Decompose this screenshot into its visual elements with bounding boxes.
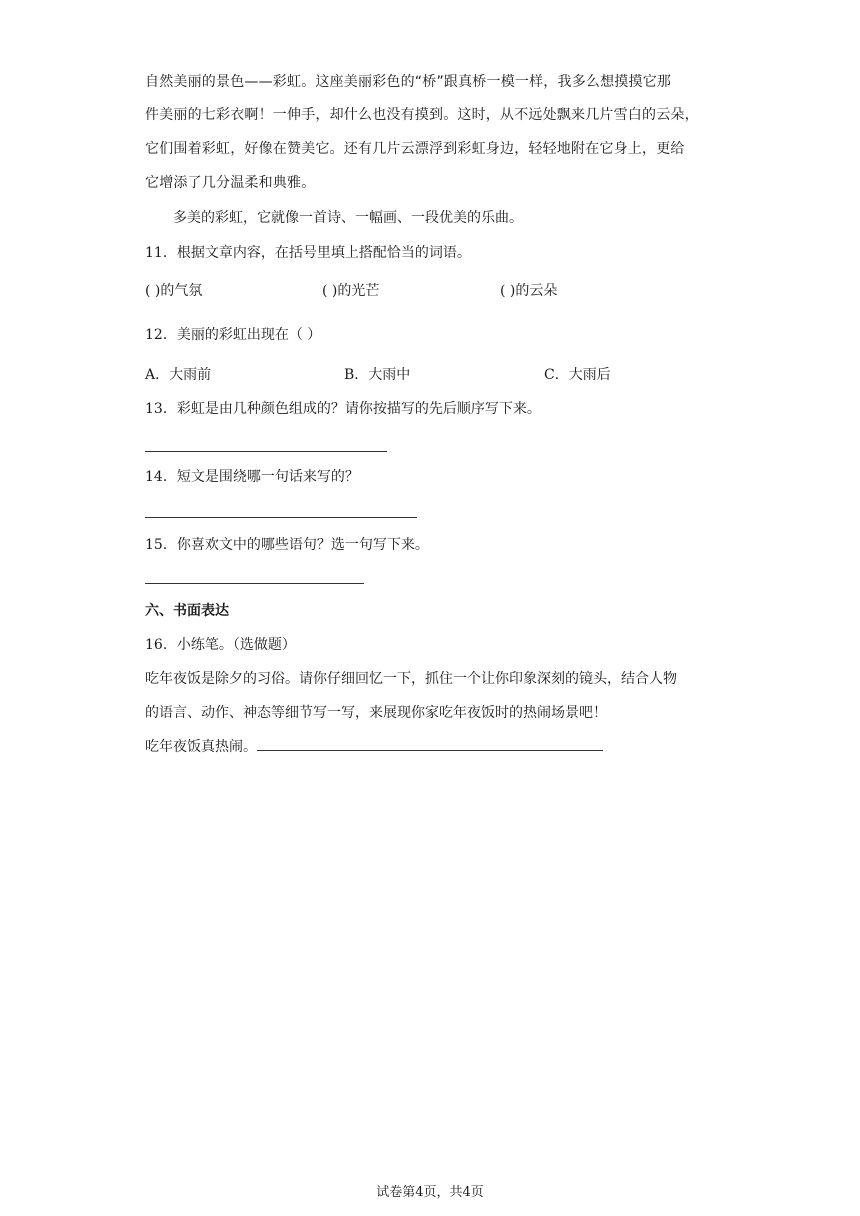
q12-option-b[interactable]: B．大雨中 [344, 367, 411, 383]
section-6-title: 六、书面表达 [145, 603, 229, 619]
q13-answer-line[interactable] [145, 451, 387, 452]
q16-answer-line[interactable] [257, 736, 603, 751]
q11-item-cloud[interactable]: ( )的云朵 [500, 283, 558, 299]
passage-line-4: 它增添了几分温柔和典雅。 [145, 175, 316, 191]
q11-prompt: 11．根据文章内容，在括号里填上搭配恰当的词语。 [145, 245, 471, 261]
page-footer: 试卷第4页，共4页 [376, 1185, 484, 1200]
q16-prompt: 16．小练笔。（选做题） [145, 637, 296, 653]
passage-closing: 多美的彩虹，它就像一首诗、一幅画、一段优美的乐曲。 [173, 210, 523, 226]
q16-body-line-2: 的语言、动作、神态等细节写一写，来展现你家吃年夜饭时的热闹场景吧！ [145, 705, 607, 721]
q11-item-light[interactable]: ( )的光芒 [322, 283, 380, 299]
passage-line-3: 它们围着彩虹，好像在赞美它。还有几片云漂浮到彩虹身边，轻轻地附在它身上，更给 [145, 141, 685, 157]
q14-prompt: 14．短文是围绕哪一句话来写的？ [145, 469, 359, 485]
q11-item-atmosphere[interactable]: ( )的气氛 [145, 283, 203, 299]
q16-answer-row [145, 736, 603, 757]
q13-prompt: 13．彩虹是由几种颜色组成的？请你按描写的先后顺序写下来。 [145, 401, 541, 417]
passage-line-1: 自然美丽的景色——彩虹。这座美丽彩色的“桥”跟真桥一模一样，我多么想摸摸它那 [145, 74, 672, 90]
q14-answer-line[interactable] [145, 517, 417, 518]
q12-option-c[interactable]: C．大雨后 [544, 367, 611, 383]
q15-answer-line[interactable] [145, 583, 364, 584]
q15-prompt: 15．你喜欢文中的哪些语句？选一句写下来。 [145, 537, 429, 553]
q16-body-line-1: 吃年夜饭是除夕的习俗。请你仔细回忆一下，抓住一个让你印象深刻的镜头，结合人物 [145, 671, 677, 687]
q12-prompt: 12．美丽的彩虹出现在（ ） [145, 327, 322, 343]
passage-line-2: 件美丽的七彩衣啊！一伸手，却什么也没有摸到。这时，从不远处飘来几片雪白的云朵， [145, 107, 699, 123]
q16-lead: 吃年夜饭真热闹。 [145, 739, 257, 755]
q12-option-a[interactable]: A．大雨前 [145, 367, 212, 383]
